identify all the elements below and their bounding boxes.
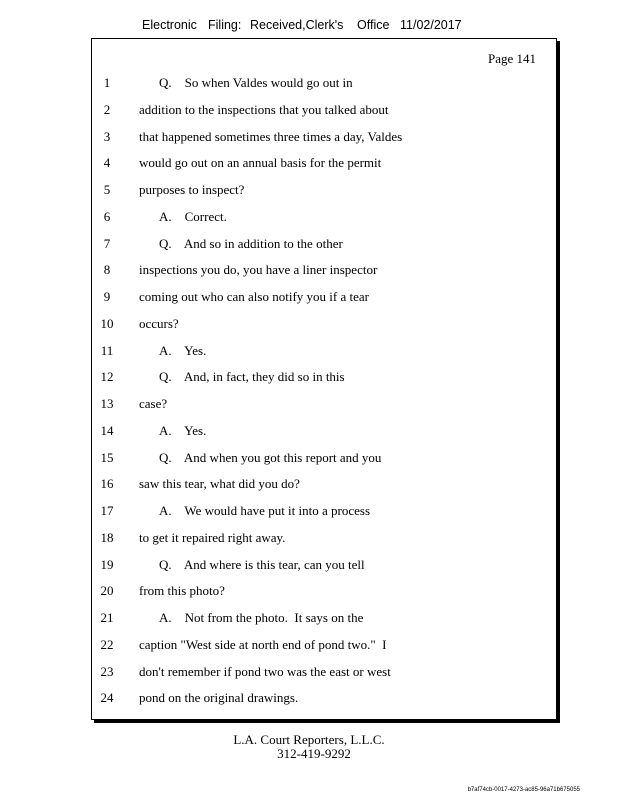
transcript-line — [92, 530, 552, 548]
line-text: A. We would have put it into a process — [159, 503, 371, 518]
transcript-line — [92, 503, 552, 521]
transcript-line — [92, 262, 552, 280]
line-number: 20 — [100, 583, 114, 599]
header-received: Received,Clerk's — [250, 18, 344, 32]
transcript-line — [92, 236, 552, 254]
transcript-line — [92, 129, 552, 147]
line-number: 17 — [100, 503, 114, 518]
transcript-line — [92, 182, 552, 200]
line-text: that happened sometimes three times a day, Valdes — [139, 128, 403, 144]
transcript-line — [92, 664, 552, 682]
line-text: don't remember if pond two was the east or west — [139, 663, 391, 679]
header-electronic: Electronic — [142, 18, 197, 32]
transcript-line — [92, 75, 552, 93]
line-number: 1 — [103, 75, 111, 90]
line-number: 23 — [100, 663, 114, 679]
line-text: A. Correct. — [159, 208, 227, 224]
line-text: A. Yes. — [159, 342, 207, 358]
line-text: case? — [139, 396, 168, 411]
transcript-line — [92, 637, 552, 655]
transcript-line — [92, 690, 552, 708]
line-number: 8 — [103, 262, 111, 278]
line-number: 10 — [100, 315, 114, 331]
line-number: 2 — [103, 101, 111, 117]
line-text: occurs? — [139, 315, 179, 331]
transcript-line — [92, 369, 552, 387]
line-text: Q. So when Valdes would go out in — [159, 75, 353, 90]
transcript-line — [92, 343, 552, 361]
line-text: Q. And where is this tear, can you tell — [159, 556, 365, 572]
line-text: would go out on an annual basis for the permit — [139, 155, 382, 171]
transcript-line — [92, 610, 552, 628]
line-number: 11 — [100, 342, 114, 358]
transcript-line — [92, 583, 552, 601]
line-number: 16 — [100, 476, 114, 492]
document-hash: b7af74cb-0017-4273-ac85-96a71b675055 — [467, 787, 580, 793]
line-number: 7 — [103, 235, 111, 251]
header-filing: Filing: — [208, 18, 242, 32]
transcript-line — [92, 557, 552, 575]
footer-company: L.A. Court Reporters, L.L.C. — [233, 732, 385, 747]
line-text: Q. And, in fact, they did so in this — [159, 369, 345, 385]
line-number: 9 — [103, 289, 111, 304]
line-text: Q. And when you got this report and you — [159, 449, 382, 465]
transcript-line — [92, 155, 552, 173]
line-number: 22 — [100, 636, 114, 652]
line-text: inspections you do, you have a liner inspector — [139, 262, 378, 278]
line-number: 12 — [100, 369, 114, 385]
line-text: A. Not from the photo. It says on the — [159, 610, 364, 625]
transcript-line — [92, 102, 552, 120]
transcript-line — [92, 316, 552, 334]
line-text: A. Yes. — [159, 422, 207, 438]
line-number: 24 — [100, 690, 114, 706]
transcript-line — [92, 450, 552, 468]
line-number: 18 — [100, 529, 114, 545]
line-number: 3 — [103, 128, 111, 144]
line-text: saw this tear, what did you do? — [139, 476, 300, 492]
transcript-line — [92, 289, 552, 307]
line-number: 19 — [100, 556, 114, 572]
transcript-line — [92, 209, 552, 227]
filing-header — [0, 18, 618, 38]
transcript-page — [91, 38, 557, 720]
line-text: addition to the inspections that you talked about — [139, 101, 389, 117]
line-text: caption "West side at north end of pond two." I — [139, 636, 387, 652]
header-office: Office — [357, 18, 390, 32]
line-number: 14 — [100, 422, 114, 438]
line-number: 4 — [103, 155, 111, 171]
line-text: to get it repaired right away. — [139, 529, 286, 545]
line-number: 21 — [100, 610, 114, 625]
line-number: 6 — [103, 208, 111, 224]
header-date: 11/02/2017 — [400, 18, 462, 32]
line-text: coming out who can also notify you if a tear — [139, 289, 369, 304]
line-text: purposes to inspect? — [139, 182, 245, 197]
line-number: 5 — [103, 182, 111, 197]
transcript-line — [92, 396, 552, 414]
line-text: Q. And so in addition to the other — [159, 235, 343, 251]
transcript-line — [92, 423, 552, 441]
line-number: 15 — [100, 449, 114, 465]
footer-phone: 312-419-9292 — [277, 746, 351, 761]
line-text: pond on the original drawings. — [139, 690, 299, 706]
page-number: Page 141 — [487, 51, 536, 66]
transcript-line — [92, 476, 552, 494]
line-text: from this photo? — [139, 583, 225, 599]
line-number: 13 — [100, 396, 114, 411]
